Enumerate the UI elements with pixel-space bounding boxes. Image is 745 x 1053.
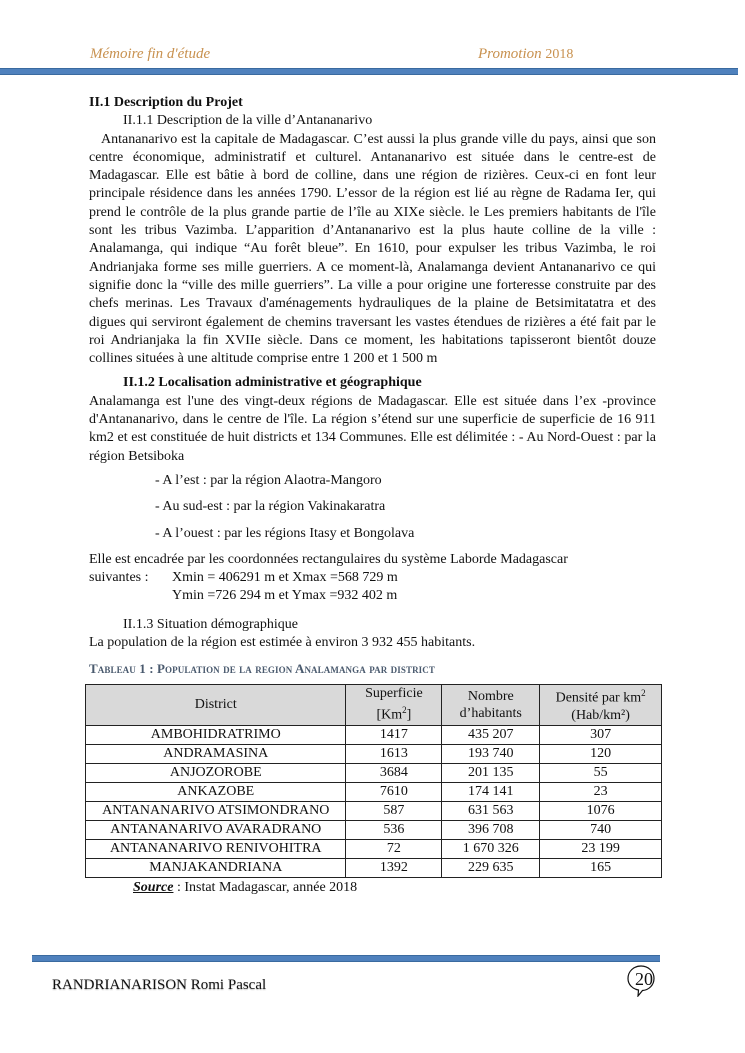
cell-superficie: 1392 — [346, 858, 442, 877]
table-row — [86, 801, 662, 820]
footer-rule — [32, 955, 660, 962]
cell-densite: 740 — [540, 820, 662, 839]
table-caption-prefix: Tableau 1 — [89, 661, 146, 677]
table-row — [86, 744, 662, 763]
page-number: 20 — [635, 969, 653, 989]
cell-district: ANJOZOROBE — [86, 763, 346, 782]
cell-district: ANTANANARIVO RENIVOHITRA — [86, 839, 346, 858]
source-label: Source — [133, 879, 174, 895]
section-heading-ii-1-2: II.1.2 Localisation administrative et géographique — [123, 375, 422, 391]
header-rule — [0, 68, 738, 75]
cell-district: ANTANANARIVO AVARADRANO — [86, 820, 346, 839]
coords-label: suivantes : — [89, 570, 149, 586]
table-caption-title: Population de la region Analamanga par district — [156, 661, 435, 677]
section-heading-ii-1: II.1 Description du Projet — [89, 95, 243, 110]
section-heading-ii-1-3: II.1.3 Situation démographique — [123, 616, 298, 632]
header-superficie: Superficie [Km$^2$] — [346, 684, 442, 725]
cell-superficie: 7610 — [346, 782, 442, 801]
table-row — [86, 839, 662, 858]
cell-habitants: 193 740 — [442, 744, 540, 763]
table-source — [133, 879, 656, 897]
table-row — [86, 782, 662, 801]
table-row — [86, 820, 662, 839]
cell-densite: 307 — [540, 725, 662, 744]
cell-densite: 23 199 — [540, 839, 662, 858]
cell-district: ANKAZOBE — [86, 782, 346, 801]
cell-superficie: 72 — [346, 839, 442, 858]
cell-habitants: 435 207 — [442, 725, 540, 744]
cell-superficie: 1613 — [346, 744, 442, 763]
cell-district: MANJAKANDRIANA — [86, 858, 346, 877]
boundary-list — [89, 472, 656, 543]
cell-habitants: 174 141 — [442, 782, 540, 801]
table-row — [86, 725, 662, 744]
paragraph-description-ville: Antananarivo est la capitale de Madagascar. C’est aussi la plus grande ville du pays, ainsi que son centre économique, administratif et culturel. Antananarivo est située dans le centre-est de Madagascar. Elle est bâtie à bord de colline, dans une région de rizières. Ceux-ci en font leur principale résidence dans les années 1790. L’essor de la région est lié au règne de Radama Ier, qui prend le contrôle de la plus grande partie de l’île au XIXe siècle. le Les premiers habitants de l'île sont les tribus Vazimba. L’apparition d’Antananarivo est la plus haute colline de la ville : Analamanga, qui indique “Au forêt bleue”. En 1610, pour expulser les tribus Vazimba, le roi Andrianjaka forme ses mille guerriers. A ce moment-là, Analamanga devient Antananarivo ce qui signifie donc la “ville des mille guerriers”. La ville a pour origine une forteresse construite par des chefs merinas. Les Travaux d'aménagements hydrauliques de la plaine de Betsimitatatra et des digues qui serviront également de chemins traversant les vastes étendues de rizières a été fait par le roi Andrianjaka la fin XVIIe siècle. Dans ce moment, les habitations tapisseront bientôt douze collines situées à une altitude comprise entre 1 200 et 1 500 m — [89, 131, 656, 367]
section-heading-ii-1-1: II.1.1 Description de la ville d’Antananarivo — [123, 113, 373, 129]
cell-superficie: 1417 — [346, 725, 442, 744]
cell-district: ANTANANARIVO ATSIMONDRANO — [86, 801, 346, 820]
table-caption: Tableau 1 : Population de la region Analamanga par district — [89, 661, 435, 677]
paragraph-coords-intro: Elle est encadrée par les coordonnées rectangulaires du système Laborde Madagascar — [89, 551, 568, 567]
cell-habitants: 396 708 — [442, 820, 540, 839]
source-text: : Instat Madagascar, année 2018 — [173, 879, 358, 895]
coords-y: Ymin =726 294 m et Ymax =932 402 m — [172, 588, 398, 604]
header-district: District — [86, 684, 346, 725]
cell-densite: 55 — [540, 763, 662, 782]
boundary-item: - Au sud-est : par la région Vakinakaratra — [155, 499, 386, 515]
cell-densite: 1076 — [540, 801, 662, 820]
header-title: Mémoire fin d'étude — [90, 46, 211, 62]
cell-habitants: 201 135 — [442, 763, 540, 782]
cell-superficie: 536 — [346, 820, 442, 839]
coords-x: Xmin = 406291 m et Xmax =568 729 m — [172, 570, 398, 586]
cell-habitants: 1 670 326 — [442, 839, 540, 858]
cell-habitants: 229 635 — [442, 858, 540, 877]
cell-habitants: 631 563 — [442, 801, 540, 820]
boundary-item: - A l’est : par la région Alaotra-Mangoro — [155, 472, 382, 488]
paragraph-localisation: Analamanga est l'une des vingt-deux régions de Madagascar. Elle est située dans l’ex -province d'Antananarivo, dans le centre de l'île. La région s’étend sur une superficie de superficie de 16 911 km2 et est constituée de huit districts et 134 Communes. Elle est délimitée : - Au Nord-Ouest : par la région Betsiboka — [89, 393, 656, 464]
cell-district: AMBOHIDRATRIMO — [86, 725, 346, 744]
table-row — [86, 763, 662, 782]
table-header-row — [86, 684, 662, 725]
footer-author: RANDRIANARISON Romi Pascal — [52, 977, 267, 993]
cell-superficie: 587 — [346, 801, 442, 820]
header-promotion — [478, 46, 573, 63]
page-content — [89, 94, 656, 897]
header-nombre-habitants: Nombre d’habitants — [442, 684, 540, 725]
cell-densite: 165 — [540, 858, 662, 877]
header-densite: Densité par $km^2$ (Hab/km²) — [540, 684, 662, 725]
cell-district: ANDRAMASINA — [86, 744, 346, 763]
cell-superficie: 3684 — [346, 763, 442, 782]
cell-densite: 23 — [540, 782, 662, 801]
header-promotion-label: Promotion — [478, 46, 542, 62]
population-table — [85, 684, 662, 878]
table-row — [86, 858, 662, 877]
paragraph-population: La population de la région est estimée à environ 3 932 455 habitants. — [89, 635, 476, 651]
header-promotion-year: 2018 — [545, 47, 574, 62]
cell-densite: 120 — [540, 744, 662, 763]
coordinates-block — [89, 569, 656, 606]
boundary-item: - A l’ouest : par les régions Itasy et Bongolava — [155, 525, 415, 541]
